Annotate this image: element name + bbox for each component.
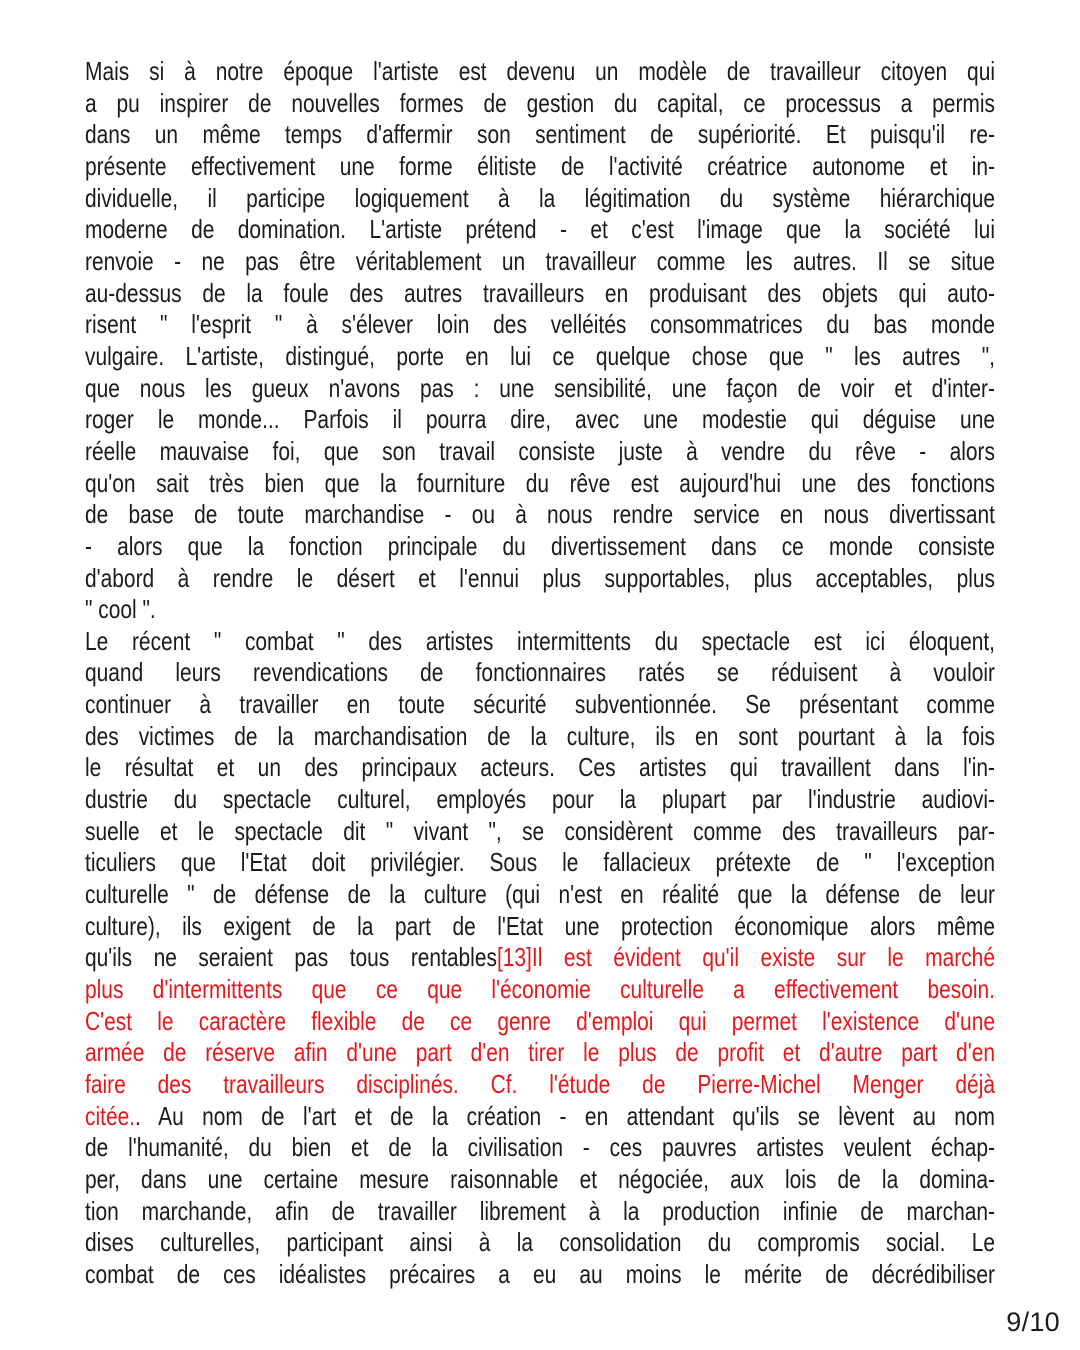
text-line <box>85 404 995 436</box>
text-line <box>85 468 995 500</box>
text-segment: tion marchande, afin de travailler librement à la production infinie de marchan- <box>85 1195 995 1226</box>
text-line <box>85 1101 995 1133</box>
text-segment: présente effectivement une forme élitiste de l'activité créatrice autonome et in- <box>85 150 995 181</box>
text-line <box>85 1132 995 1164</box>
text-segment: de base de toute marchandise - ou à nous rendre service en nous divertissant <box>85 499 995 530</box>
inline-footnote-segment: faire des travailleurs disciplinés. Cf. l'étude de Pierre-Michel Menger déjà <box>85 1069 995 1099</box>
text-segment: vulgaire. L'artiste, distingué, porte en lui ce quelque chose que " les autres ", <box>85 340 995 371</box>
text-segment: au-dessus de la foule des autres travailleurs en produisant des objets qui auto- <box>85 277 995 308</box>
text-segment: risent " l'esprit " à s'élever loin des velléités consommatrices du bas monde <box>85 309 995 340</box>
text-line <box>85 119 995 151</box>
text-line <box>85 657 995 689</box>
text-segment: suelle et le spectacle dit " vivant ", se considèrent comme des travailleurs par- <box>85 815 995 846</box>
text-segment: dises culturelles, participant ainsi à la consolidation du compromis social. Le <box>85 1227 995 1258</box>
text-line <box>85 847 995 879</box>
text-line <box>85 1227 995 1259</box>
text-segment: roger le monde... Parfois il pourra dire, avec une modestie qui déguise une <box>85 404 995 435</box>
text-segment: a pu inspirer de nouvelles formes de gestion du capital, ce processus a permis <box>85 87 995 118</box>
text-segment: renvoie - ne pas être véritablement un travailleur comme les autres. Il se situe <box>85 245 995 276</box>
text-line <box>85 278 995 310</box>
text-segment: culturelle " de défense de la culture (qui n'est en réalité que la défense de leur <box>85 879 995 910</box>
text-line <box>85 1037 995 1069</box>
inline-footnote-segment: plus d'intermittents que ce que l'économie culturelle a effectivement besoin. <box>85 974 995 1005</box>
text-line <box>85 309 995 341</box>
text-segment: . Au nom de l'art et de la création - en attendant qu'ils se lèvent au nom <box>135 1100 995 1131</box>
inline-footnote-segment: C'est le caractère flexible de ce genre d'emploi qui permet l'existence d'une <box>85 1005 995 1036</box>
text-line <box>85 214 995 246</box>
text-segment: Mais si à notre époque l'artiste est devenu un modèle de travailleur citoyen qui <box>85 56 995 86</box>
text-line <box>85 594 995 626</box>
text-segment: - alors que la fonction principale du divertissement dans ce monde consiste <box>85 530 995 561</box>
text-line <box>85 1196 995 1228</box>
text-segment: Le récent " combat " des artistes intermittents du spectacle est ici éloquent, <box>85 625 995 656</box>
text-line <box>85 689 995 721</box>
text-segment: dustrie du spectacle culturel, employés pour la plupart par l'industrie audiovi- <box>85 784 995 815</box>
text-segment: combat de ces idéalistes précaires a eu au moins le mérite de décrédibiliser <box>85 1258 995 1289</box>
text-line <box>85 942 995 974</box>
text-line <box>85 721 995 753</box>
text-line <box>85 1006 995 1038</box>
text-line <box>85 373 995 405</box>
text-line <box>85 341 995 373</box>
text-line <box>85 974 995 1006</box>
text-segment: moderne de domination. L'artiste prétend - et c'est l'image que la société lui <box>85 214 995 245</box>
text-segment: dividuelle, il participe logiquement à la légitimation du système hiérarchique <box>85 182 995 213</box>
text-line <box>85 879 995 911</box>
body-text <box>85 56 995 1291</box>
text-segment: qu'on sait très bien que la fourniture du rêve est aujourd'hui une des fonctions <box>85 467 995 498</box>
text-line <box>85 531 995 563</box>
text-segment: qu'ils ne seraient pas tous rentables <box>85 942 497 973</box>
text-line <box>85 151 995 183</box>
text-line <box>85 436 995 468</box>
text-line <box>85 626 995 658</box>
text-line <box>85 784 995 816</box>
text-segment: quand leurs revendications de fonctionnaires ratés se réduisent à vouloir <box>85 657 995 688</box>
text-segment: le résultat et un des principaux acteurs. Ces artistes qui travaillent dans l'in- <box>85 752 995 783</box>
text-segment: de l'humanité, du bien et de la civilisation - ces pauvres artistes veulent échap- <box>85 1132 995 1163</box>
text-line <box>85 752 995 784</box>
inline-footnote-segment: citée. <box>85 1100 136 1131</box>
text-line <box>85 88 995 120</box>
text-segment: réelle mauvaise foi, que son travail consiste juste à vendre du rêve - alors <box>85 435 995 466</box>
text-segment: dans un même temps d'affermir son sentiment de supériorité. Et puisqu'il re- <box>85 119 995 150</box>
text-segment: ticuliers que l'Etat doit privilégier. Sous le fallacieux prétexte de " l'exception <box>85 847 995 878</box>
text-segment: continuer à travailler en toute sécurité subventionnée. Se présentant comme <box>85 689 995 720</box>
text-line <box>85 1069 995 1101</box>
text-line <box>85 911 995 943</box>
text-segment: culture), ils exigent de la part de l'Etat une protection économique alors même <box>85 910 995 941</box>
inline-footnote-segment: armée de réserve afin d'une part d'en tirer le plus de profit et d'autre part d'en <box>85 1037 995 1068</box>
text-line <box>85 56 995 88</box>
text-segment: que nous les gueux n'avons pas : une sensibilité, une façon de voir et d'inter- <box>85 372 995 403</box>
text-segment: d'abord à rendre le désert et l'ennui plus supportables, plus acceptables, plus <box>85 562 995 593</box>
text-line <box>85 1164 995 1196</box>
text-segment: des victimes de la marchandisation de la culture, ils en sont pourtant à la fois <box>85 720 995 751</box>
text-line <box>85 816 995 848</box>
page-number: 9/10 <box>1006 1307 1060 1337</box>
text-line <box>85 1259 995 1291</box>
inline-footnote-segment: [13]Il est évident qu'il existe sur le marché <box>496 942 995 973</box>
text-line <box>85 563 995 595</box>
text-line <box>85 499 995 531</box>
text-segment: " cool ". <box>85 594 156 625</box>
text-line <box>85 246 995 278</box>
text-line <box>85 183 995 215</box>
text-segment: per, dans une certaine mesure raisonnable et négociée, aux lois de la domina- <box>85 1163 995 1194</box>
